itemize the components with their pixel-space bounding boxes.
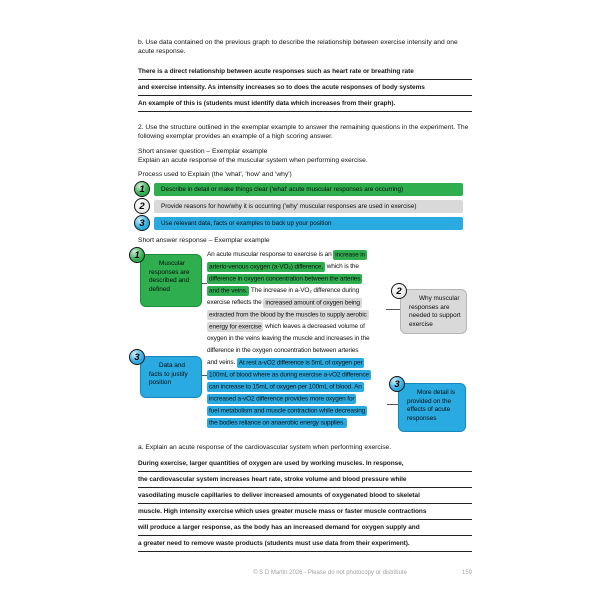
exemplar-text-line [207, 321, 393, 333]
highlighted-text-segment: energy for exercise [209, 323, 262, 330]
highlighted-text-segment: and the veins. [209, 287, 248, 294]
handwritten-answer-line: will produce a larger response, as the body has an increased demand for oxygen supply and [138, 523, 472, 536]
text-segment: difference in the oxygen concentration between arteries [207, 347, 359, 354]
short-answer-question-label: Short answer question – Exemplar example [138, 148, 268, 155]
exemplar-text-line [207, 357, 393, 369]
footer-page-number: 159 [462, 570, 473, 576]
highlighted-text-segment: can increase to 15mL of oxygen per 100mL of blood. An [209, 383, 362, 390]
answer-a-lines [138, 459, 472, 555]
exemplar-text-line [207, 249, 393, 261]
highlighted-text-segment: difference in oxygen concentration between the arteries [209, 275, 361, 282]
instruction-2-text: 2. Use the structure outlined in the exemplar example to answer the remaining questions in the experiment. The following exemplar provides an example of a high scoring answer. [138, 124, 469, 140]
callout-1-number-ball: 1 [129, 247, 145, 263]
highlighted-text-segment: increased a-vO2 difference provides more oxygen for [209, 395, 355, 402]
highlighted-text-segment: 100mL of blood where as during exercise a-vO2 difference [209, 371, 369, 378]
question-a-text: a. Explain an acute response of the cardiovascular system when performing exercise. [138, 444, 392, 451]
step-1-bar: Describe in detail or make things clear ('what' acute muscular responses are occurring) [154, 183, 463, 196]
exemplar-response-label: Short answer response – Exemplar example [138, 237, 270, 244]
exemplar-text-line [207, 405, 393, 417]
step-1-number-ball: 1 [134, 181, 150, 197]
handwritten-answer-line: During exercise, larger quantities of oxygen are used by working muscles. In response, [138, 459, 472, 472]
callout-3-right-number-ball: 3 [389, 376, 405, 392]
callout-2-text: Why muscular responses are needed to support exercise [409, 295, 461, 328]
text-segment: and veins. [207, 359, 237, 366]
exemplar-text-line [207, 273, 393, 285]
exemplar-text-line [207, 297, 393, 309]
handwritten-answer-line: An example of this is (students must identify data which increases from their graph). [138, 99, 472, 112]
handwritten-answer-line: vasodilating muscle capillaries to deliver increased amounts of oxygenated blood to skeletal [138, 491, 472, 504]
highlighted-text-segment: increased amount of oxygen being [265, 299, 360, 306]
callout-1-connector-line [202, 283, 207, 284]
exemplar-text-line [207, 345, 393, 357]
handwritten-answer-line: There is a direct relationship between acute responses such as heart rate or breathing rate [138, 67, 472, 80]
text-segment: The increase in a-VO₂ difference during [249, 287, 360, 294]
highlighted-text-segment: fuel metabolism and muscle contraction while decreasing [209, 407, 366, 414]
highlighted-text-segment: the bodies reliance on anaerobic energy supplies. [209, 419, 345, 426]
exemplar-text-line [207, 309, 393, 321]
step-2-number-ball: 2 [134, 198, 150, 214]
text-segment: oxygen in the veins leaving the muscle and increases in the [207, 335, 370, 342]
text-segment: which leaves a decreased volume of [263, 323, 365, 330]
callout-3-right-text: More detail is provided on the effects of acute responses [407, 389, 456, 422]
callout-3-left-connector-line [202, 375, 207, 376]
handwritten-answer-line: a greater need to remove waste products (students must use data from their experiment). [138, 539, 472, 552]
short-answer-question-text: Explain an acute response of the muscular system when performing exercise. [138, 157, 368, 164]
callout-2-box [400, 289, 467, 334]
exemplar-text-line [207, 417, 393, 429]
callout-2-number-ball: 2 [391, 283, 407, 299]
footer-copyright: © S D Martin 2026 - Please do not photocopy or distribute [253, 570, 407, 576]
handwritten-answer-line: the cardiovascular system increases heart rate, stroke volume and blood pressure while [138, 475, 472, 488]
exemplar-text-line [207, 369, 393, 381]
callout-3-left-number-ball: 3 [129, 349, 145, 365]
text-segment: which is the [325, 263, 359, 270]
callout-1-text: Muscular responses are described and defined [149, 260, 190, 293]
step-3-number-ball: 3 [134, 215, 150, 231]
exemplar-text-line [207, 381, 393, 393]
handwritten-answer-line: muscle. High intensity exercise which uses greater muscle mass or faster muscle contractions [138, 507, 472, 520]
highlighted-text-segment: increase in [335, 251, 366, 258]
callout-3-right-box [398, 383, 466, 432]
exemplar-paragraph [207, 249, 393, 429]
step-2-bar: Provide reasons for how/why it is occurring ('why' muscular responses are used in exercise) [154, 200, 463, 213]
highlighted-text-segment: extracted from the blood by the muscles to supply aerobic [209, 311, 367, 318]
highlighted-text-segment: At rest a-vO2 difference is 5mL of oxygen per [238, 359, 363, 366]
text-segment: An acute muscular response to exercise is an [207, 251, 334, 258]
highlighted-text-segment: arterio-venous oxygen (a-VO₂) difference, [209, 263, 324, 270]
answer-b-lines [138, 67, 472, 115]
exemplar-text-line [207, 261, 393, 273]
handwritten-answer-line: and exercise intensity. As intensity increases so to does the acute responses of body systems [138, 83, 472, 96]
callout-3-left-box [140, 356, 202, 398]
exemplar-text-line [207, 285, 393, 297]
exemplar-text-line [207, 393, 393, 405]
text-segment: exercise reflects the [207, 299, 264, 306]
callout-3-right-connector-line [387, 404, 398, 405]
process-label: Process used to Explain (the 'what', 'how' and 'why') [138, 171, 292, 178]
exemplar-text-line [207, 333, 393, 345]
step-3-bar: Use relevant data, facts or examples to back up your position [154, 217, 463, 230]
question-b-text: b. Use data contained on the previous graph to describe the relationship between exercise intensity and one acute response. [138, 39, 458, 55]
callout-1-box [140, 254, 202, 307]
callout-3-left-text: Data and facts to justify position [149, 362, 188, 387]
callout-2-connector-line [386, 309, 400, 310]
